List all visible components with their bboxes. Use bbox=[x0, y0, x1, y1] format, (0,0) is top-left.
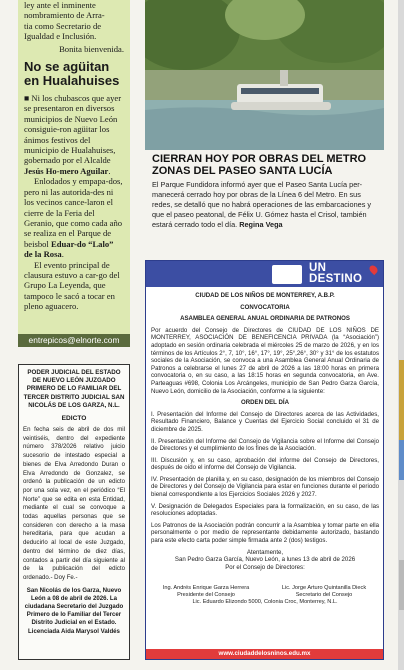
story-body-3: El evento principal de clausura estuvo a car-go del Grupo La Leyenda, que tampoco le sacó a tocar en pleno aguacero. bbox=[24, 259, 120, 312]
news-photo bbox=[145, 0, 384, 150]
ad-intro: Por acuerdo del Consejo de Directores de CIUDAD DE LOS NIÑOS DE MONTERREY, ASOCIACIÓN DE BENEFICENCIA PRIVADA (la “Asociación”) adoptado en sesión ordinaria celebrada el miércoles 25 de marzo de 2026, y en los términos de los Artículos 2°, 7, 10°, 16°, 17°, 19°, 25°,26°, 30° y 31° de los estatutos sociales de la Asociación, se convoca a una Asamblea General Anual Ordinaria de Patronos a celebrarse el lunes 27 de abril de 2026 a las 18:00 horas en primera convocatoria o, en su caso, a las 18:15 horas en segunda convocatoria, en Ave. Parteaguas #698, Colonia Los Arcángeles, municipio de San Pedro Garza García, Nuevo León, domicilio de la Asociación, conforme a la siguiente: bbox=[151, 326, 379, 395]
news-caption: El Parque Fundidora informó ayer que el Paseo Santa Lucía per-manecerá cerrado hoy por obras de la Línea 6 del Metro. En sus redes, se detalló que no habrá operaciones de las embarcaciones y que el paseo peatonal, de Félix U. Gómez hasta el Crisol, también estará cerrado todo el día. Regina Vega bbox=[152, 180, 372, 230]
ad-por-consejo: Por el Consejo de Directores: bbox=[225, 563, 305, 571]
ad-closing: Los Patronos de la Asociación podrán concurrir a la Asamblea y tomar parte en ella personalmente o por medio de representante debidamente autorizado, bastando para este efecto carta poder simple firmada ante 2 (dos) testigos. bbox=[151, 521, 379, 545]
adjacent-page-edge-color bbox=[399, 440, 404, 480]
ad-website[interactable]: www.ciudaddelosninos.edu.mx bbox=[146, 649, 383, 659]
news-byline: Regina Vega bbox=[239, 220, 283, 230]
adjacent-page-edge-color bbox=[399, 360, 404, 440]
ad-brand: UN DESTINO bbox=[309, 262, 363, 285]
ad-agenda-title: ORDEN DEL DÍA bbox=[241, 399, 289, 407]
park-name: Eduar-do “Lalo” de la Rosa bbox=[24, 238, 114, 260]
left-news-column bbox=[18, 0, 130, 344]
legal-notice-title: EDICTO bbox=[61, 415, 87, 423]
legal-notice-header: PODER JUDICIAL DEL ESTADO DE NUEVO LEÓN JUZGADO PRIMERO DE LO FAMILIAR DEL TERCER DISTRITO JUDICIAL SAN NICOLÁS DE LOS GARZA, N.L. bbox=[23, 369, 125, 409]
cont-line: nombramiento de Arra- bbox=[24, 10, 105, 21]
ad-assembly-title: ASAMBLEA GENERAL ANUAL ORDINARIA DE PATRONOS bbox=[180, 315, 350, 323]
previous-story-tail bbox=[24, 0, 124, 42]
ad-signatures bbox=[151, 585, 379, 598]
ad-org-name: CIUDAD DE LOS NIÑOS DE MONTERREY, A.B.P. bbox=[195, 292, 335, 299]
agenda-item: I. Presentación del Informe del Consejo de Directores acerca de las Actividades, Resultado Financiero, Balance y Cuentas del Ejercicio Social concluido el 31 de diciembre de 2025. bbox=[151, 410, 379, 433]
news-headline: CIERRAN HOY POR OBRAS DEL METRO ZONAS DEL PASEO SANTA LUCÍA bbox=[152, 153, 367, 177]
column-signoff: Bonita bienvenida. bbox=[59, 43, 124, 54]
agenda-item: II. Presentación del Informe del Consejo de Vigilancia sobre el Informe del Consejo de Directores y el cumplimiento de los fines de la Asociación. bbox=[151, 437, 379, 453]
legal-notice-body: En fecha seis de abril de dos mil veintiséis, dentro del expediente número 378/2026 relativo juicio sucesorio de intestado especial a bienes de Elva Arredondo Duran o Elva Arredondo de Gonzalez, se ordenó la publicación de un edicto por una sola vez, en el periódico “El Norte” que se edita en esta Entidad, mediante el cual se convoque a todas aquellas personas que se consideren con derecho a la masa hereditaria, para que acudan a deducirlo al local de este Juzgado, dentro del término de diez días, contados a partir del día siguiente al de la publicación del edicto ordenado.- Doy Fe.- bbox=[23, 426, 125, 581]
legal-notice-signoff: San Nicolás de los Garza, Nuevo León a 08 de abril de 2026. La ciudadana Secretario del Juzgado Primero de lo Familiar del Tercer Distrito Judicial en el Estado. Licenciada Aida Marysol Valdés bbox=[24, 586, 124, 635]
ad-place-date: San Pedro Garza García, Nuevo León, a lunes 13 de abril de 2026 bbox=[174, 556, 356, 564]
story-headline: No se agüitan en Hualahuises bbox=[24, 59, 120, 88]
story-body-2: Enlodados y empapa-dos, pero ni las autorida-des ni los vecinos cance-laron el cierre de la Feria del Geranio, que como cada año se realiza en el Parque de beisbol Eduar-do “Lalo” de la Rosa. bbox=[24, 176, 123, 260]
mayor-name: Jesús Ho-mero Aguilar bbox=[24, 165, 109, 176]
legal-notice bbox=[18, 364, 130, 660]
signer-block: Ing. Andrés Enrique Garza Herrera Presidente del Consejo bbox=[162, 585, 250, 598]
signer-block: Lic. Jorge Arturo Quintanilla Dieck Secretario del Consejo bbox=[281, 585, 367, 598]
cont-line: Igualdad e Inclusión. bbox=[24, 31, 97, 42]
story-body: ■ Ni los chubascos que ayer se presentaron en diversos municipios de Nuevo León consiguie-ron agüitar los ánimos festivos del municipio de Hualahuises, gobernado por el Alcalde Jesús Ho-mero Aguilar. bbox=[24, 93, 122, 176]
adjacent-page-edge-color bbox=[399, 560, 404, 610]
ad-address: Lic. Eduardo Elizondo 5000, Colonia Croc, Monterrey, N.L. bbox=[192, 598, 338, 605]
riverwalk-boat-photo bbox=[145, 0, 384, 150]
ad-body bbox=[151, 292, 379, 606]
agenda-item: V. Designación de Delegados Especiales para la formalización, en su caso, de las resoluciones adoptadas. bbox=[151, 502, 379, 518]
agenda-item: IV. Presentación de planilla y, en su caso, designación de los miembros del Consejo de Directores y del Consejo de Vigilancia para estar en funciones durante el periodo bienal correspondiente a los Ejercicios Sociales 2026 y 2027. bbox=[151, 475, 379, 499]
ad-atentamente: Atentamente, bbox=[246, 548, 284, 556]
assembly-notice-ad bbox=[145, 260, 384, 660]
ad-convocatoria: CONVOCATORIA bbox=[240, 303, 290, 311]
contact-email[interactable]: entrepicos@elnorte.com bbox=[18, 334, 130, 347]
cont-line: tia como Secretario de bbox=[24, 20, 102, 31]
ciudad-ninos-logo bbox=[272, 265, 302, 284]
cont-line: ley ante el inminente bbox=[24, 0, 96, 10]
agenda-item: III. Discusión y, en su caso, aprobación del informe del Consejo de Directores, después de oído el informe del Consejo de Vigilancia. bbox=[151, 456, 379, 472]
bullet-square-icon: ■ bbox=[24, 93, 30, 104]
